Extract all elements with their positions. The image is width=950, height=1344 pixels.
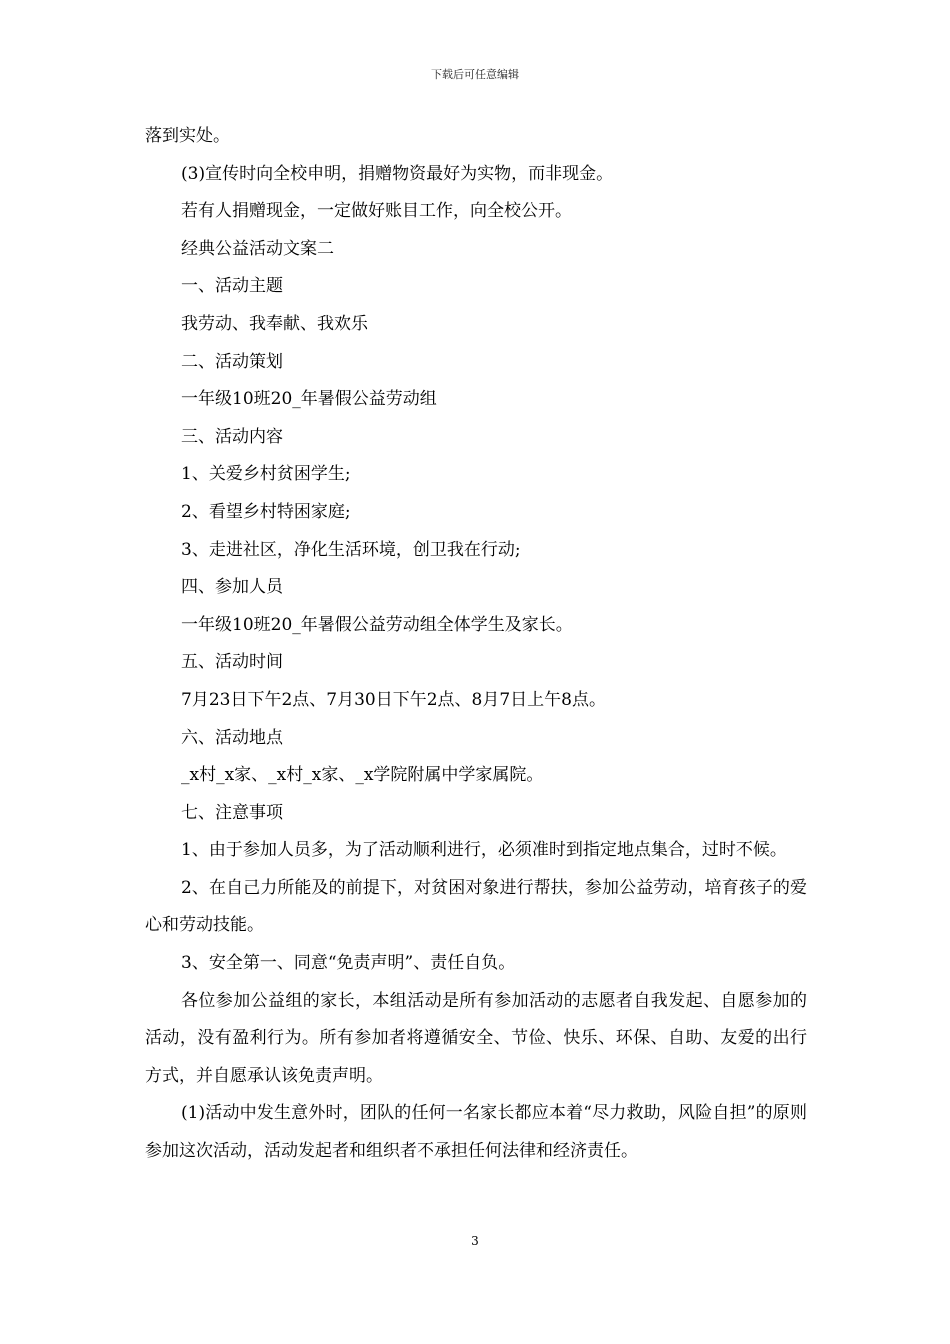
heading-time: 五、活动时间 [181, 652, 283, 673]
page-number: 3 [471, 1234, 479, 1248]
list-item: 2、在自己力所能及的前提下，对贫困对象进行帮扶，参加公益劳动，培育孩子的爱心和劳动技能。 [145, 877, 807, 936]
paragraph-participants: 一年级10班20_年暑假公益劳动组全体学生及家长。 [181, 614, 573, 635]
list-item: 1、由于参加人员多，为了活动顺利进行，必须准时到指定地点集合，过时不候。 [181, 840, 787, 861]
section-title: 经典公益活动文案二 [181, 238, 334, 259]
list-item: 3、安全第一、同意“免责声明”、责任自负。 [181, 953, 516, 974]
paragraph-publicity-note: (3)宣传时向全校申明，捐赠物资最好为实物，而非现金。 [181, 163, 614, 184]
list-item: 3、走进社区，净化生活环境，创卫我在行动; [181, 539, 521, 560]
paragraph-disclaimer: 各位参加公益组的家长，本组活动是所有参加活动的志愿者自我发起、自愿参加的活动，没有盈利行为。所有参加者将遵循安全、节俭、快乐、环保、自助、友爱的出行方式，并自愿承认该免责声明。 [145, 990, 807, 1086]
heading-theme: 一、活动主题 [181, 276, 283, 297]
heading-planning: 二、活动策划 [181, 351, 283, 372]
heading-notes: 七、注意事项 [181, 802, 283, 823]
paragraph-cash-note: 若有人捐赠现金，一定做好账目工作，向全校公开。 [181, 201, 572, 222]
list-item: 2、看望乡村特困家庭; [181, 501, 351, 522]
heading-location: 六、活动地点 [181, 727, 283, 748]
document-body [145, 118, 807, 1171]
heading-content: 三、活动内容 [181, 426, 283, 447]
page-header: 下载后可任意编辑 [431, 68, 519, 81]
paragraph-disclaimer-item: (1)活动中发生意外时，团队的任何一名家长都应本着“尽力救助，风险自担”的原则参加这次活动，活动发起者和组织者不承担任何法律和经济责任。 [145, 1103, 807, 1162]
heading-participants: 四、参加人员 [181, 577, 283, 598]
paragraph-continuation: 落到实处。 [145, 126, 230, 146]
paragraph-location: _x村_x家、_x村_x家、_x学院附属中学家属院。 [181, 765, 544, 786]
list-item: 1、关爱乡村贫困学生; [181, 464, 351, 485]
paragraph-planning: 一年级10班20_年暑假公益劳动组 [181, 389, 437, 410]
paragraph-time: 7月23日下午2点、7月30日下午2点、8月7日上午8点。 [181, 689, 606, 710]
paragraph-theme: 我劳动、我奉献、我欢乐 [181, 313, 368, 334]
